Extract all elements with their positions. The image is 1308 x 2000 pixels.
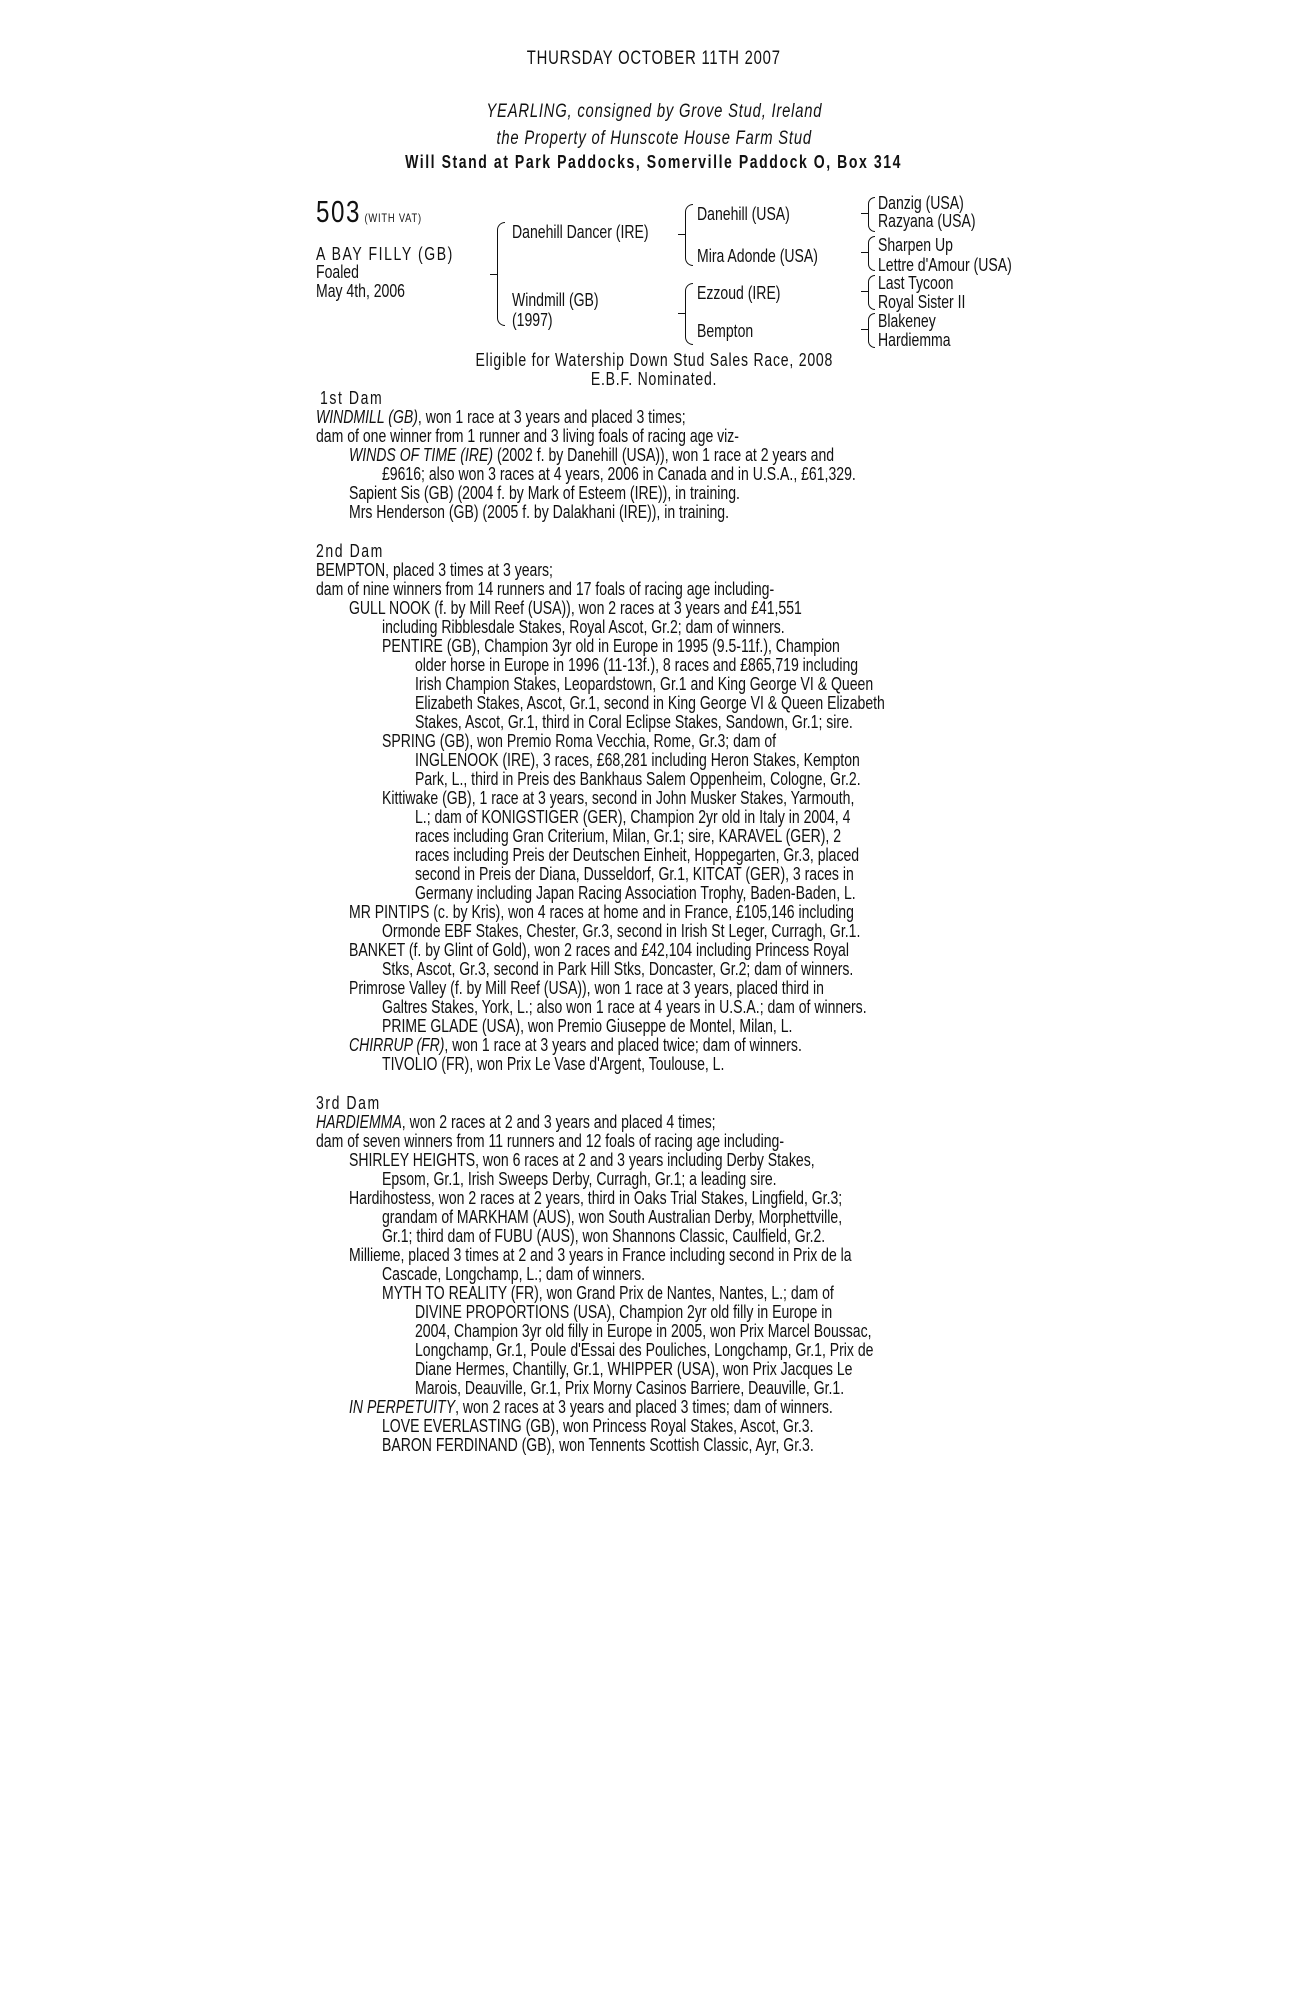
first-dam-line: WINDMILL (GB), won 1 race at 3 years and placed 3 times;: [316, 407, 686, 427]
ebf-nominated: E.B.F. Nominated.: [590, 369, 718, 389]
pedigree-sire-dam: Mira Adonde (USA): [697, 246, 818, 266]
second-dam-line: MR PINTIPS (c. by Kris), won 4 races at home and in France, £105,146 including: [349, 902, 854, 922]
second-dam-line: PENTIRE (GB), Champion 3yr old in Europe in 1995 (9.5-11f.), Champion: [382, 636, 840, 656]
second-dam-line: dam of nine winners from 14 runners and 17 foals of racing age including-: [316, 579, 775, 599]
second-dam-line: CHIRRUP (FR), won 1 race at 3 years and placed twice; dam of winners.: [349, 1035, 802, 1055]
pedigree-dam-dam: Bempton: [697, 321, 754, 341]
second-dam-line: PRIME GLADE (USA), won Premio Giuseppe de Montel, Milan, L.: [382, 1016, 793, 1036]
second-dam-line: races including Preis der Deutschen Einheit, Hoppegarten, Gr.3, placed: [415, 845, 860, 865]
consignor-line: YEARLING, consigned by Grove Stud, Ireland: [486, 101, 822, 122]
pedigree-brace-main: [497, 222, 505, 326]
pedigree-dam-year: (1997): [512, 310, 553, 330]
pedigree-brace-g4-point: [861, 329, 869, 330]
pedigree-brace-g3-point: [861, 291, 869, 292]
vat-note: (WITH VAT): [364, 211, 422, 225]
second-dam-line: Primrose Valley (f. by Mill Reef (USA)), won 1 race at 3 years, placed third in: [349, 978, 824, 998]
third-dam-line: Millieme, placed 3 times at 2 and 3 years in France including second in Prix de la: [349, 1245, 852, 1265]
pedigree-brace-g4: [868, 313, 875, 348]
third-dam-line: grandam of MARKHAM (AUS), won South Australian Derby, Morphettville,: [382, 1207, 843, 1227]
pedigree-g7: Blakeney: [878, 311, 936, 331]
first-dam-line: Mrs Henderson (GB) (2005 f. by Dalakhani (IRE)), in training.: [349, 502, 730, 522]
third-dam-line: Marois, Deauville, Gr.1, Prix Morny Casinos Barriere, Deauville, Gr.1.: [415, 1378, 845, 1398]
second-dam-line: GULL NOOK (f. by Mill Reef (USA)), won 2 races at 3 years and £41,551: [349, 598, 802, 618]
pedigree-g4: Lettre d'Amour (USA): [878, 255, 1012, 275]
pedigree-brace-dam: [685, 283, 693, 345]
first-dam-line: Sapient Sis (GB) (2004 f. by Mark of Esteem (IRE)), in training.: [349, 483, 740, 503]
second-dam-line: second in Preis der Diana, Dusseldorf, Gr.1, KITCAT (GER), 3 races in: [415, 864, 854, 884]
pedigree-brace-g2-point: [861, 252, 869, 253]
pedigree-g2: Razyana (USA): [878, 211, 976, 231]
lot-description: A BAY FILLY (GB): [316, 244, 454, 264]
second-dam-line: L.; dam of KONIGSTIGER (GER), Champion 2yr old in Italy in 2004, 4: [415, 807, 851, 827]
third-dam-heading: 3rd Dam: [316, 1093, 381, 1113]
pedigree-brace-g1-point: [861, 213, 869, 214]
second-dam-line: TIVOLIO (FR), won Prix Le Vase d'Argent, Toulouse, L.: [382, 1054, 725, 1074]
third-dam-line: Gr.1; third dam of FUBU (AUS), won Shannons Classic, Caulfield, Gr.2.: [382, 1226, 826, 1246]
third-dam-line: SHIRLEY HEIGHTS, won 6 races at 2 and 3 years including Derby Stakes,: [349, 1150, 815, 1170]
pedigree-brace-g3: [868, 275, 875, 310]
second-dam-line: Germany including Japan Racing Association Trophy, Baden-Baden, L.: [415, 883, 856, 903]
pedigree-dam-sire: Ezzoud (IRE): [697, 283, 781, 303]
pedigree-sire: Danehill Dancer (IRE): [512, 222, 649, 242]
second-dam-line: Park, L., third in Preis des Bankhaus Salem Oppenheim, Cologne, Gr.2.: [415, 769, 861, 789]
foaled-label: Foaled: [316, 262, 359, 282]
pedigree-g3: Sharpen Up: [878, 235, 953, 255]
third-dam-line: HARDIEMMA, won 2 races at 2 and 3 years and placed 4 times;: [316, 1112, 716, 1132]
third-dam-line: Diane Hermes, Chantilly, Gr.1, WHIPPER (USA), won Prix Jacques Le: [415, 1359, 853, 1379]
second-dam-line: BANKET (f. by Glint of Gold), won 2 races and £42,104 including Princess Royal: [349, 940, 849, 960]
third-dam-line: dam of seven winners from 11 runners and 12 foals of racing age including-: [316, 1131, 785, 1151]
lot-number: 503: [316, 194, 362, 229]
second-dam-line: older horse in Europe in 1996 (11-13f.), 8 races and £865,719 including: [415, 655, 859, 675]
sale-date: THURSDAY OCTOBER 11TH 2007: [527, 48, 781, 69]
pedigree-brace-sire-point: [678, 234, 686, 235]
second-dam-line: Galtres Stakes, York, L.; also won 1 race at 4 years in U.S.A.; dam of winners.: [382, 997, 867, 1017]
second-dam-line: Elizabeth Stakes, Ascot, Gr.1, second in King George VI & Queen Elizabeth: [415, 693, 885, 713]
first-dam-line: dam of one winner from 1 runner and 3 living foals of racing age viz-: [316, 426, 739, 446]
second-dam-line: including Ribblesdale Stakes, Royal Ascot, Gr.2; dam of winners.: [382, 617, 785, 637]
first-dam-line: WINDS OF TIME (IRE) (2002 f. by Danehill (USA)), won 1 race at 2 years and: [349, 445, 835, 465]
second-dam-line: Ormonde EBF Stakes, Chester, Gr.3, second in Irish St Leger, Curragh, Gr.1.: [382, 921, 861, 941]
second-dam-line: Stks, Ascot, Gr.3, second in Park Hill Stks, Doncaster, Gr.2; dam of winners.: [382, 959, 854, 979]
second-dam-line: Kittiwake (GB), 1 race at 3 years, second in John Musker Stakes, Yarmouth,: [382, 788, 855, 808]
pedigree-g1: Danzig (USA): [878, 193, 964, 213]
pedigree-brace-g1: [868, 197, 875, 232]
pedigree-dam: Windmill (GB): [512, 290, 599, 310]
second-dam-heading: 2nd Dam: [316, 541, 384, 561]
pedigree-brace-g2: [868, 236, 875, 271]
pedigree-g8: Hardiemma: [878, 330, 951, 350]
pedigree-brace-main-point: [490, 274, 498, 275]
eligibility-line: Eligible for Watership Down Stud Sales Race, 2008: [475, 350, 833, 370]
third-dam-line: IN PERPETUITY, won 2 races at 3 years and placed 3 times; dam of winners.: [349, 1397, 833, 1417]
third-dam-line: Cascade, Longchamp, L.; dam of winners.: [382, 1264, 646, 1284]
third-dam-line: 2004, Champion 3yr old filly in Europe in 2005, won Prix Marcel Boussac,: [415, 1321, 872, 1341]
foaled-date: May 4th, 2006: [316, 281, 405, 301]
stand-location: Will Stand at Park Paddocks, Somerville Paddock O, Box 314: [405, 152, 903, 172]
first-dam-line: £9616; also won 3 races at 4 years, 2006 in Canada and in U.S.A., £61,329.: [382, 464, 856, 484]
second-dam-line: Irish Champion Stakes, Leopardstown, Gr.1 and King George VI & Queen: [415, 674, 874, 694]
pedigree-g6: Royal Sister II: [878, 292, 966, 312]
pedigree-g5: Last Tycoon: [878, 273, 954, 293]
third-dam-line: Epsom, Gr.1, Irish Sweeps Derby, Curragh, Gr.1; a leading sire.: [382, 1169, 777, 1189]
third-dam-line: LOVE EVERLASTING (GB), won Princess Royal Stakes, Ascot, Gr.3.: [382, 1416, 814, 1436]
property-line: the Property of Hunscote House Farm Stud: [496, 128, 812, 149]
first-dam-heading: 1st Dam: [320, 388, 384, 408]
third-dam-line: DIVINE PROPORTIONS (USA), Champion 2yr old filly in Europe in: [415, 1302, 833, 1322]
third-dam-line: BARON FERDINAND (GB), won Tennents Scottish Classic, Ayr, Gr.3.: [382, 1435, 814, 1455]
third-dam-line: Hardihostess, won 2 races at 2 years, third in Oaks Trial Stakes, Lingfield, Gr.3;: [349, 1188, 843, 1208]
pedigree-brace-sire: [685, 204, 693, 266]
third-dam-line: MYTH TO REALITY (FR), won Grand Prix de Nantes, Nantes, L.; dam of: [382, 1283, 834, 1303]
second-dam-line: BEMPTON, placed 3 times at 3 years;: [316, 560, 553, 580]
pedigree-sire-sire: Danehill (USA): [697, 204, 790, 224]
second-dam-line: INGLENOOK (IRE), 3 races, £68,281 including Heron Stakes, Kempton: [415, 750, 860, 770]
pedigree-brace-dam-point: [678, 313, 686, 314]
second-dam-line: Stakes, Ascot, Gr.1, third in Coral Eclipse Stakes, Sandown, Gr.1; sire.: [415, 712, 853, 732]
second-dam-line: races including Gran Criterium, Milan, Gr.1; sire, KARAVEL (GER), 2: [415, 826, 842, 846]
third-dam-line: Longchamp, Gr.1, Poule d'Essai des Pouliches, Longchamp, Gr.1, Prix de: [415, 1340, 874, 1360]
second-dam-line: SPRING (GB), won Premio Roma Vecchia, Rome, Gr.3; dam of: [382, 731, 777, 751]
lot-number-row: [316, 194, 422, 230]
